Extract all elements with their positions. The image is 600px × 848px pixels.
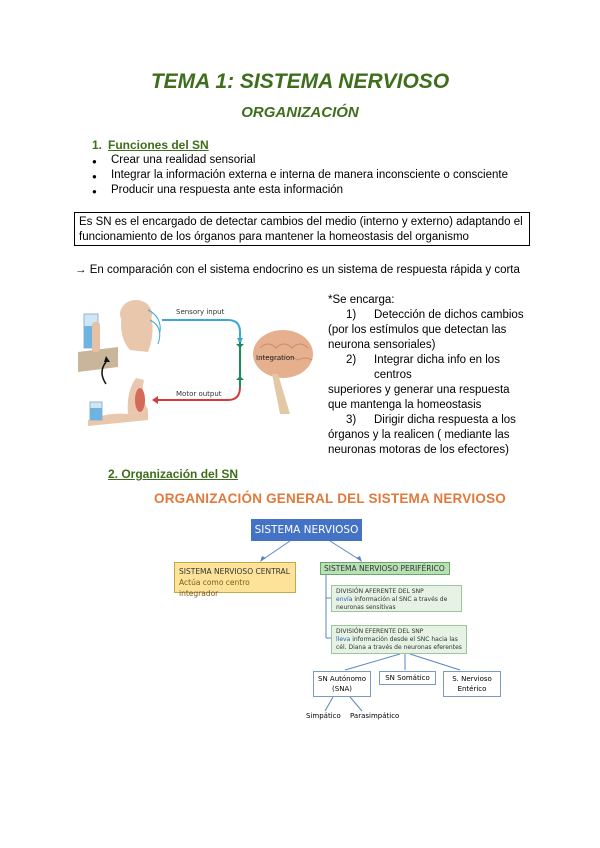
item-first-line: Dirigir dicha respuesta a los — [374, 414, 516, 426]
comparison-text: → En comparación con el sistema endocrino es un sistema de respuesta rápida y corta — [75, 264, 520, 276]
item-first-line: Integrar dicha info en los centros — [374, 354, 500, 381]
section-2-heading: 2. Organización del SN — [108, 467, 239, 481]
item-number: 1) — [346, 309, 357, 321]
afferent-node — [331, 585, 462, 612]
item-continuation: (por los estímulos que detectan las neurona sensoriales) — [328, 324, 507, 351]
root-node: SISTEMA NERVIOSO — [251, 519, 362, 541]
item-continuation: superiores y generar una respuesta que mantenga la homeostasis — [328, 384, 510, 411]
somatic-node: SN Somático — [379, 671, 436, 685]
item-continuation: órganos y la realicen ( mediante las neuronas motoras de los efectores) — [328, 429, 510, 456]
definition-line: Es SN es el encargado de detectar cambios del medio (interno y externo) adaptando el — [79, 216, 523, 228]
integration-label: Integration — [256, 354, 295, 362]
org-chart-title: ORGANIZACIÓN GENERAL DEL SISTEMA NERVIOSO — [154, 491, 506, 506]
afferent-verb: envía — [336, 596, 353, 603]
sensory-input-label: Sensory input — [176, 308, 225, 316]
efferent-node — [331, 625, 467, 654]
peripheral-node: SISTEMA NERVIOSO PERIFÉRICO — [320, 562, 450, 575]
item-number: 3) — [346, 414, 357, 426]
autonomic-node: SN Autónomo (SNA) — [313, 671, 371, 697]
central-desc: Actúa como centro integrador — [179, 578, 250, 598]
functions-detail-heading: *Se encarga: — [328, 294, 395, 306]
item-first-line: Detección de dichos cambios — [374, 309, 524, 321]
list-item: ● Crear una realidad sensorial — [92, 153, 508, 168]
sympathetic-label: Simpático — [306, 712, 341, 720]
section-1-title: Funciones del SN — [108, 138, 209, 152]
enteric-node: S. Nervioso Entérico — [443, 671, 501, 697]
list-item: ● Producir una respuesta ante esta información — [92, 183, 508, 198]
list-item: ● Integrar la información externa e interna de manera inconsciente o consciente — [92, 168, 508, 183]
section-1-number: 1. — [92, 138, 103, 152]
page-title: TEMA 1: SISTEMA NERVIOSO — [150, 70, 450, 93]
central-label: SISTEMA NERVIOSO CENTRAL — [179, 567, 290, 576]
efferent-verb: lleva — [336, 636, 351, 643]
page-subtitle: ORGANIZACIÓN — [241, 104, 359, 121]
motor-output-label: Motor output — [176, 390, 222, 398]
afferent-desc: información al SNC a través de neuronas sensitivas — [336, 596, 448, 611]
efferent-label: DIVISIÓN EFERENTE DEL SNP — [336, 628, 424, 635]
afferent-label: DIVISIÓN AFERENTE DEL SNP — [336, 588, 424, 595]
definition-line: funcionamiento de los órganos para mantener la homeostasis del organismo — [79, 231, 469, 243]
parasympathetic-label: Parasimpático — [350, 712, 400, 720]
efferent-desc: información desde el SNC hacia las cél. Diana a través de neuronas eferentes — [336, 636, 462, 651]
central-node — [174, 562, 296, 598]
item-number: 2) — [346, 354, 357, 366]
